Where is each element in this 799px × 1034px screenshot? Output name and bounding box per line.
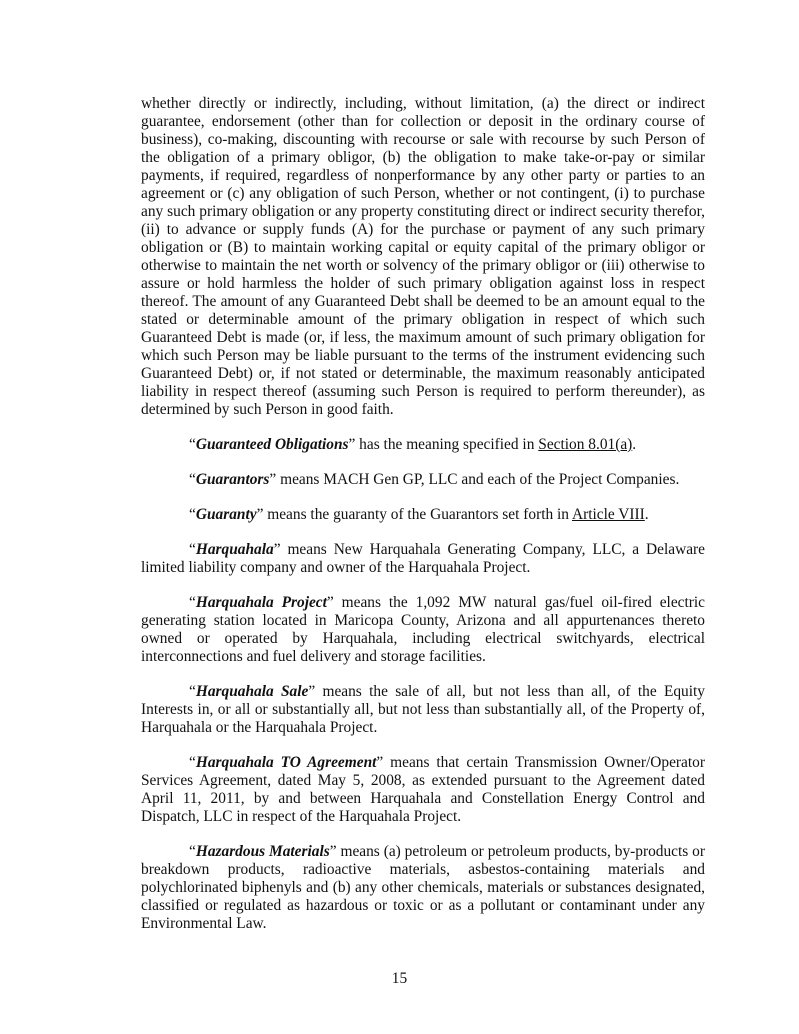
definition-text: ” means the guaranty of the Guarantors set forth in <box>256 506 572 523</box>
defined-term: Guarantors <box>195 471 270 488</box>
definition-hazardous-materials <box>141 843 705 933</box>
defined-term: Harquahala Project <box>195 594 327 611</box>
continuation-paragraph: whether directly or indirectly, including, without limitation, (a) the direct or indirect guarantee, endorsement (other than for collection or deposit in the ordinary course of business), co-making, discounting with recourse or sale with recourse by such Person of the obligation of a primary obligor, (b) the obligation to make take-or-pay or similar payments, if required, regardless of nonperformance by any other party or parties to an agreement or (c) any obligation of such Person, whether or not contingent, (i) to purchase any such primary obligation or any property constituting direct or indirect security therefor, (ii) to advance or supply funds (A) for the purchase or payment of any such primary obligation or (B) to maintain working capital or equity capital of the primary obligor or otherwise to maintain the net worth or solvency of the primary obligor or (iii) otherwise to assure or hold harmless the holder of such primary obligation against loss in respect thereof. The amount of any Guaranteed Debt shall be deemed to be an amount equal to the stated or determinable amount of the primary obligation in respect of which such Guaranteed Debt is made (or, if less, the maximum amount of such primary obligation for which such Person may be liable pursuant to the terms of the instrument evidencing such Guaranteed Debt) or, if not stated or determinable, the maximum reasonably anticipated liability in respect thereof (assuming such Person is required to perform thereunder), as determined by such Person in good faith. <box>141 95 705 418</box>
defined-term: Guaranteed Obligations <box>195 436 349 453</box>
defined-term: Hazardous Materials <box>195 843 330 860</box>
definition-text: ” means (a) petroleum or petroleum products, by-products or breakdown products, radioactive materials, asbestos-containing materials and polychlorinated biphenyls and (b) any other chemicals, materials or substances designated, classified or regulated as hazardous or toxic or as a pollutant or contaminant under any Environmental Law. <box>141 843 705 932</box>
definition-text: ” means the sale of all, but not less than all, of the Equity Interests in, or all or substantially all, but not less than substantially all, of the Property of, Harquahala or the Harquahala Project. <box>141 683 705 736</box>
definition-text: ” means the 1,092 MW natural gas/fuel oil-fired electric generating station located in Maricopa County, Arizona and all appurtenances thereto owned or operated by Harquahala, including electrical switchyards, electrical interconnections and fuel delivery and storage facilities. <box>141 594 705 665</box>
definition-guaranty <box>141 506 705 524</box>
definition-guarantors <box>141 471 705 489</box>
defined-term: Harquahala Sale <box>195 683 309 700</box>
defined-term: Guaranty <box>195 506 257 523</box>
definition-harquahala <box>141 541 705 577</box>
definition-end: . <box>644 506 649 523</box>
definition-text: ” means New Harquahala Generating Company, LLC, a Delaware limited liability company and owner of the Harquahala Project. <box>141 541 705 576</box>
definition-harquahala-project <box>141 594 705 666</box>
definition-guaranteed-obligations <box>141 436 705 454</box>
definition-text: ” means that certain Transmission Owner/Operator Services Agreement, dated May 5, 2008, as extended pursuant to the Agreement dated April 11, 2011, by and between Harquahala and Constellation Energy Control and Dispatch, LLC in respect of the Harquahala Project. <box>141 754 705 825</box>
open-quote: “ <box>189 754 196 771</box>
definition-end: . <box>632 436 637 453</box>
article-reference-link[interactable]: Article VIII <box>572 506 645 523</box>
page-number: 15 <box>391 970 408 987</box>
definition-text: ” means MACH Gen GP, LLC and each of the Project Companies. <box>269 471 680 488</box>
definition-harquahala-sale <box>141 683 705 737</box>
definition-harquahala-to-agreement <box>141 754 705 826</box>
defined-term: Harquahala TO Agreement <box>195 754 377 771</box>
open-quote: “ <box>189 541 196 558</box>
open-quote: “ <box>189 471 196 488</box>
open-quote: “ <box>189 843 196 860</box>
definition-text: ” has the meaning specified in <box>348 436 539 453</box>
open-quote: “ <box>189 506 196 523</box>
open-quote: “ <box>189 683 196 700</box>
section-reference-link[interactable]: Section 8.01(a) <box>538 436 633 453</box>
defined-term: Harquahala <box>195 541 274 558</box>
document-page <box>141 95 705 933</box>
open-quote: “ <box>189 436 196 453</box>
open-quote: “ <box>189 594 196 611</box>
